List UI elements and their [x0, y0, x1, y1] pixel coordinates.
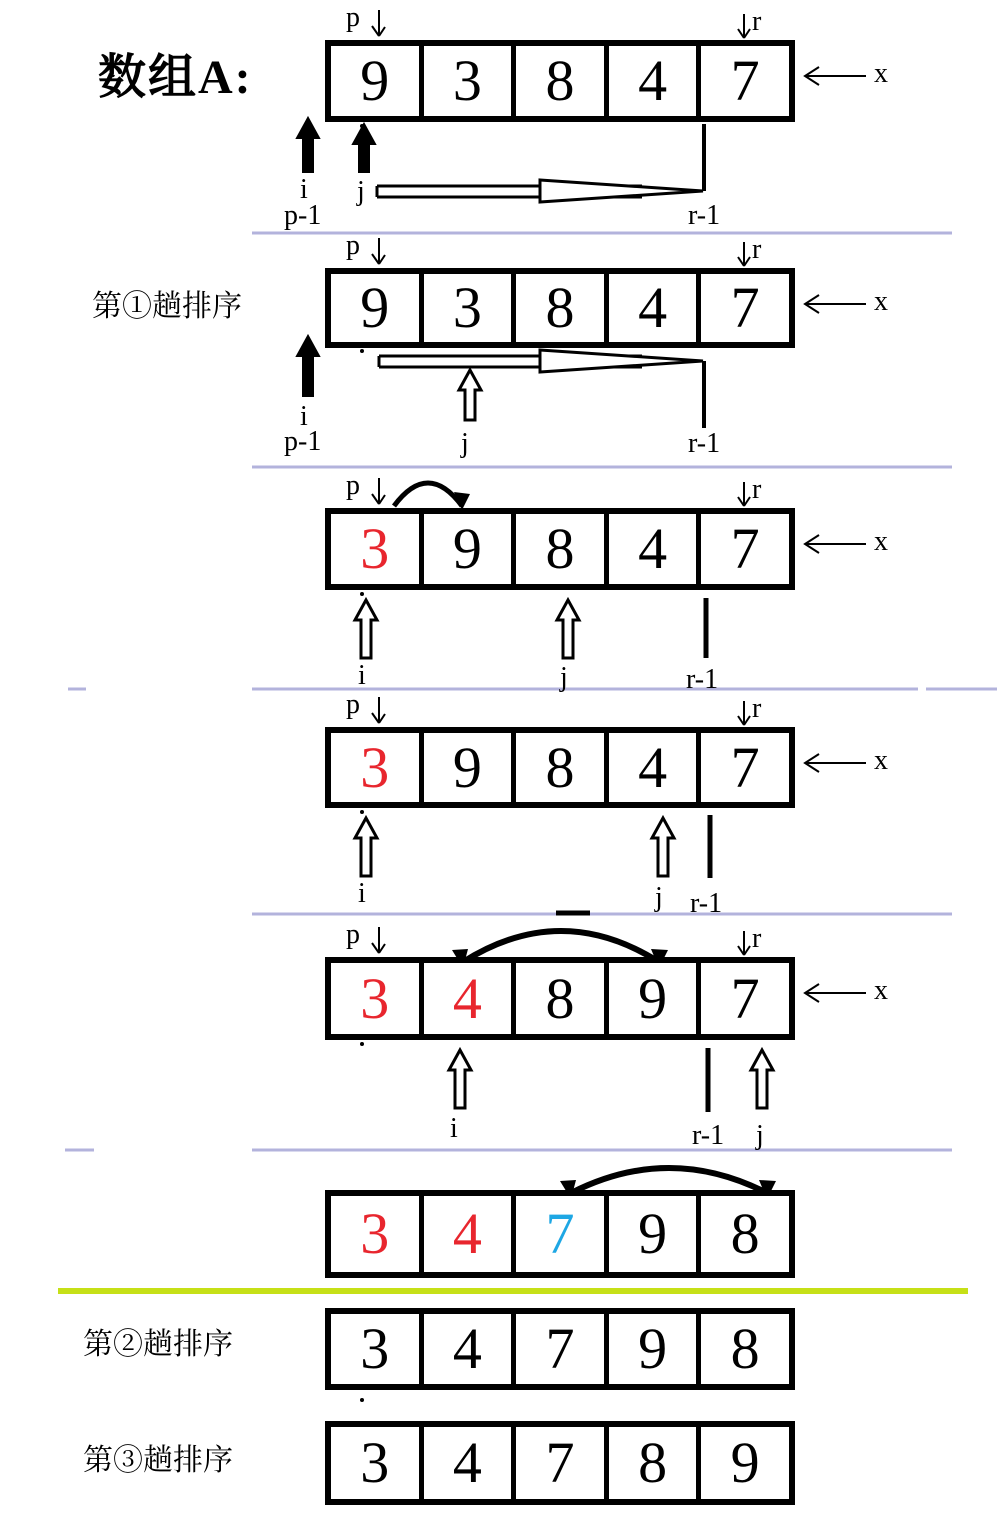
cell-value: 9	[638, 1201, 668, 1266]
x-pointer-arrow-icon	[805, 67, 866, 85]
array-cell	[701, 733, 789, 802]
j-up-arrow-icon	[459, 370, 481, 420]
array-cell	[516, 963, 609, 1034]
cell-value: 7	[730, 734, 760, 800]
p-down-arrow-icon	[372, 927, 385, 953]
i-up-arrow-icon	[297, 118, 319, 172]
r-minus-1-label: r-1	[686, 664, 719, 695]
r-minus-1-label: r-1	[692, 1120, 725, 1151]
x-pointer-label: x	[874, 526, 888, 557]
array-cell	[516, 1314, 609, 1384]
array-cell	[516, 1427, 609, 1499]
array-row-pass1-result	[325, 1190, 795, 1278]
j-pointer-label: j	[756, 1120, 764, 1151]
i-pointer-label: i	[358, 878, 366, 909]
cell-value: 7	[730, 275, 760, 340]
cell-value: 7	[545, 1201, 575, 1266]
j-up-arrow-icon	[353, 124, 375, 172]
cell-value: 4	[452, 965, 482, 1031]
i-pointer-label: i	[358, 660, 366, 691]
array-cell	[609, 514, 702, 584]
array-cell	[609, 963, 702, 1034]
cell-value: 8	[730, 1201, 760, 1266]
cell-value: 3	[452, 275, 482, 340]
array-cell	[424, 963, 517, 1034]
i-pointer-label: i	[300, 401, 308, 432]
p-pointer-label: p	[346, 470, 360, 501]
cell-value: 4	[452, 1201, 482, 1266]
array-cell	[609, 733, 702, 802]
p-pointer-label: p	[346, 2, 360, 33]
r-pointer-label: r	[752, 474, 762, 505]
pen-dot	[360, 810, 364, 814]
r-down-arrow-icon	[738, 242, 750, 266]
pen-dot	[360, 592, 364, 596]
array-row-pass1-step1	[325, 268, 795, 348]
cell-value: 8	[545, 48, 575, 113]
j-pointer-label: j	[655, 882, 663, 913]
cell-value: 4	[452, 1430, 482, 1495]
p-down-arrow-icon	[372, 697, 385, 723]
array-row-pass1-step4	[325, 957, 795, 1040]
array-row-pass1-step3	[325, 727, 795, 808]
array-cell	[331, 1427, 424, 1499]
j-scan-arrow-head	[540, 350, 703, 372]
pass1-label: 第①趟排序	[92, 290, 242, 323]
p-minus-1-label: p-1	[284, 426, 322, 457]
array-cell	[701, 274, 789, 342]
p-pointer-label: p	[346, 689, 360, 720]
r-minus-1-label: r-1	[688, 200, 721, 231]
cell-value: 9	[638, 965, 668, 1031]
cell-value: 3	[360, 1201, 390, 1266]
array-row-pass2-result	[325, 1308, 795, 1390]
i-up-arrow-icon	[355, 600, 377, 658]
x-pointer-arrow-icon	[805, 295, 866, 313]
r-down-arrow-icon	[738, 931, 750, 955]
x-pointer-label: x	[874, 286, 888, 317]
j-up-arrow-icon	[557, 600, 579, 658]
r-pointer-label: r	[752, 693, 762, 724]
array-cell	[701, 1196, 789, 1272]
cell-value: 3	[360, 734, 390, 800]
cell-value: 8	[545, 275, 575, 340]
pass3-label: 第③趟排序	[83, 1444, 233, 1477]
pass2-label: 第②趟排序	[83, 1328, 233, 1361]
array-cell	[424, 46, 517, 116]
cell-value: 8	[638, 1430, 668, 1495]
array-cell	[609, 1196, 702, 1272]
x-pointer-arrow-icon	[805, 535, 866, 553]
cell-value: 8	[545, 516, 575, 581]
array-cell	[609, 1314, 702, 1384]
p-minus-1-label: p-1	[284, 200, 322, 231]
array-cell	[331, 733, 424, 802]
cell-value: 4	[638, 48, 668, 113]
array-cell	[701, 514, 789, 584]
array-cell	[609, 274, 702, 342]
cell-value: 3	[360, 1430, 390, 1495]
cell-value: 9	[452, 516, 482, 581]
cell-value: 3	[360, 965, 390, 1031]
array-cell	[331, 274, 424, 342]
j-up-arrow-icon	[652, 818, 674, 876]
cell-value: 7	[730, 965, 760, 1031]
array-cell	[609, 46, 702, 116]
pen-dot	[360, 1042, 364, 1046]
j-up-arrow-icon	[751, 1050, 773, 1108]
i-up-arrow-icon	[355, 818, 377, 876]
array-cell	[516, 46, 609, 116]
p-down-arrow-icon	[372, 478, 385, 504]
cell-value: 8	[545, 965, 575, 1031]
array-cell	[701, 1314, 789, 1384]
cell-value: 4	[638, 516, 668, 581]
pen-dot	[360, 124, 364, 128]
array-cell	[701, 1427, 789, 1499]
cell-value: 7	[545, 1430, 575, 1495]
array-cell	[331, 1314, 424, 1384]
cell-value: 7	[730, 516, 760, 581]
cell-value: 3	[452, 48, 482, 113]
pen-dot	[360, 349, 364, 353]
array-cell	[516, 274, 609, 342]
j-pointer-label: j	[560, 662, 568, 693]
i-up-arrow-icon	[297, 336, 319, 396]
x-pointer-label: x	[874, 975, 888, 1006]
x-pointer-label: x	[874, 58, 888, 89]
cell-value: 4	[452, 1316, 482, 1381]
array-cell	[331, 514, 424, 584]
pen-dot	[360, 1398, 364, 1402]
array-cell	[331, 1196, 424, 1272]
cell-value: 9	[730, 1430, 760, 1495]
array-cell	[331, 963, 424, 1034]
array-cell	[424, 1314, 517, 1384]
p-down-arrow-icon	[372, 10, 385, 36]
j-pointer-label: j	[357, 176, 365, 207]
i-pointer-label: i	[300, 174, 308, 205]
r-minus-1-label: r-1	[688, 428, 721, 459]
cell-value: 4	[638, 734, 668, 800]
r-pointer-label: r	[752, 923, 762, 954]
p-pointer-label: p	[346, 230, 360, 261]
p-down-arrow-icon	[372, 238, 385, 264]
x-pointer-arrow-icon	[805, 984, 866, 1002]
array-cell	[424, 274, 517, 342]
cell-value: 9	[452, 734, 482, 800]
array-cell	[424, 733, 517, 802]
j-pointer-label: j	[461, 428, 469, 459]
j-scan-arrow-head	[540, 180, 703, 202]
r-pointer-label: r	[752, 6, 762, 37]
cell-value: 9	[638, 1316, 668, 1381]
p-pointer-label: p	[346, 919, 360, 950]
array-cell	[424, 514, 517, 584]
array-cell	[516, 1196, 609, 1272]
array-cell	[609, 1427, 702, 1499]
cell-value: 4	[638, 275, 668, 340]
i-pointer-label: i	[450, 1113, 458, 1144]
array-cell	[331, 46, 424, 116]
r-down-arrow-icon	[738, 14, 750, 38]
array-cell	[424, 1196, 517, 1272]
cell-value: 8	[545, 734, 575, 800]
array-cell	[424, 1427, 517, 1499]
cell-value: 8	[730, 1316, 760, 1381]
array-cell	[516, 733, 609, 802]
array-cell	[701, 963, 789, 1034]
array-cell	[701, 46, 789, 116]
cell-value: 7	[545, 1316, 575, 1381]
cell-value: 3	[360, 516, 390, 581]
cell-value: 3	[360, 1316, 390, 1381]
x-pointer-label: x	[874, 745, 888, 776]
array-row-initial	[325, 40, 795, 122]
r-down-arrow-icon	[738, 482, 750, 506]
i-up-arrow-icon	[449, 1050, 471, 1108]
x-pointer-arrow-icon	[805, 754, 866, 772]
array-row-pass3-result	[325, 1421, 795, 1505]
array-row-pass1-step2	[325, 508, 795, 590]
swap-arc	[394, 483, 462, 506]
cell-value: 9	[360, 48, 390, 113]
array-cell	[516, 514, 609, 584]
array-a-title: 数组A:	[98, 51, 253, 104]
r-down-arrow-icon	[738, 701, 750, 725]
r-minus-1-label: r-1	[690, 888, 723, 919]
r-pointer-label: r	[752, 234, 762, 265]
cell-value: 7	[730, 48, 760, 113]
cell-value: 9	[360, 275, 390, 340]
